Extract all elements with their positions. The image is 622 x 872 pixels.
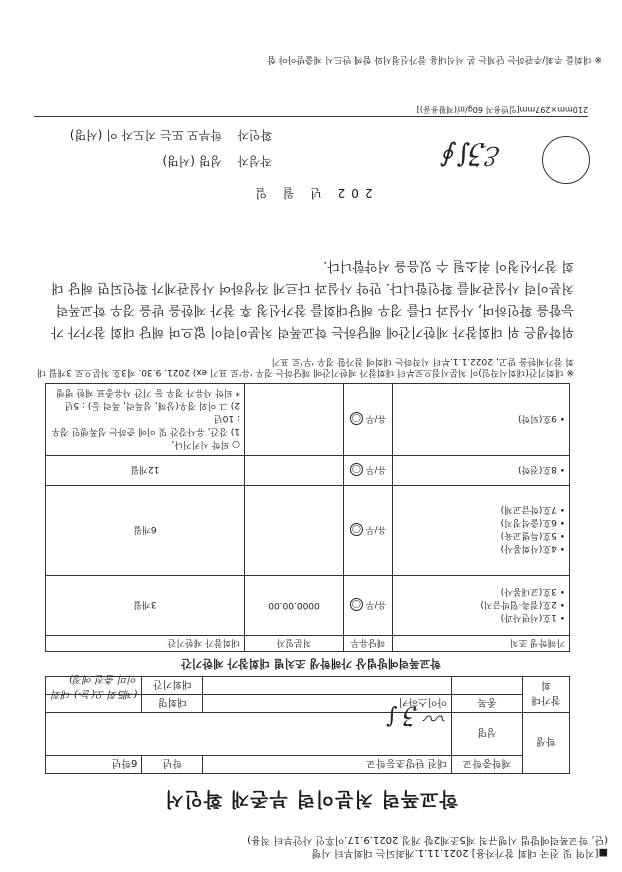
col-header-limit: 대회참가 제한기간 [46, 636, 245, 652]
sport-value: 아이스하키 [203, 695, 452, 713]
period-limit-table [45, 383, 570, 652]
yn-row4 [344, 384, 393, 456]
student-event-info-table [45, 673, 570, 774]
circle-mark-icon: ◯ [350, 464, 363, 477]
yn-row1 [344, 576, 393, 636]
sport-label: 종목 [452, 695, 523, 713]
yn-row1-text: 유/무 [365, 599, 387, 610]
confirmer-text: 학부모 또는 지도자 이 (서명) [69, 128, 222, 142]
limit-row2: 6개월 [46, 486, 245, 576]
writer-label: 작성자 [237, 154, 272, 168]
date-row3 [245, 456, 344, 486]
limit-row1: 3개월 [46, 576, 245, 636]
writer-line [162, 153, 272, 168]
footer-note: ※ 대회를 주최/주관하는 단체는 본 서식내용 참가신청서와 함께 반드시 제출받아야 함 [267, 54, 602, 64]
measure-row2: • 4호(사회봉사) • 5호(특별교육) • 6호(출석정지) • 7호(학급교체) [393, 486, 570, 576]
yn-row3-text: 유/무 [365, 464, 387, 475]
limit-row3: 12개월 [46, 456, 245, 486]
header-note-line1: ■[지역 및 전국 대회 참가자용] 2021.11.1.개최되는 대회부터 시행 [311, 847, 608, 858]
grade-value: 6학년 [46, 756, 142, 774]
blank-value [203, 677, 452, 695]
date-row1: 0000.00.00 [245, 576, 344, 636]
measure-row4: • 9호(퇴학) [393, 384, 570, 456]
circle-mark-icon: ◯ [350, 599, 363, 612]
yn-row3 [344, 456, 393, 486]
note-text: ※ 대회기간(대회시작일)이 처분시점으로부터 대회참가 제한기간에 해당하는 경우 '유'로 표기 ex) 2021. 9.30. 제3호 처분으로 3개월 대회 참가제한을 받고, 2022.1.1.부터 시작하는 대회에 참가할 경우 '무'로 표기 [37, 355, 574, 377]
yn-row2-text: 유/무 [365, 524, 387, 535]
circle-mark-icon: ◯ [350, 413, 363, 426]
event-name-value [46, 673, 142, 713]
school-label: 재학중학교 [452, 756, 523, 774]
blank-label [452, 677, 523, 695]
confirmer-line [70, 127, 272, 142]
yn-row4-text: 유/무 [365, 413, 387, 424]
name-value [46, 704, 452, 756]
event-name-label: 대회명 [142, 695, 203, 713]
header-note-line2: (단, 학교폭력예방법 시행규칙 제5조제2항 개정 2021.9.17.이후인 사안부터 적용) [247, 834, 608, 846]
event-section-header: 참가대회 [523, 677, 570, 713]
handwritten-name-signature: 〰 ℨ ∫ [385, 704, 447, 729]
limit-row4: ○ 퇴학 시키거나, 1) 강간, 유사강간 및 이에 준하는 성폭행인 경우 : 10년 2) 그 이외 경우(상해, 성폭력, 폭력 등) : 5년 * 퇴학 사유가 경우 동 기간 사유종료 제한 병행 [46, 384, 245, 456]
paper-spec: 210mm×297mm[일반용지 60g/㎡(재활용품)] [416, 105, 588, 114]
name-label: 성명 [452, 713, 523, 756]
measure-row3: • 8호(전학) [393, 456, 570, 486]
date-row4 [245, 384, 344, 456]
date-row2 [245, 486, 344, 576]
header-note [12, 833, 608, 858]
student-section-header: 학생 [523, 713, 570, 774]
writer-signature: ℰℨ∫∮ [443, 140, 502, 170]
pledge-paragraph: 위학생은 위 대회참가 제한기간에 해당하는 학교폭력 처분이력이 없으며 해당 대회 참가가 가능함을 확인하며, 사실과 다를 경우 해당대회를 참가신청 후 참가 제한을 받을 경우 학교폭력 처분이력 사실관계를 확인합니다. 만약 사실과 다르게 작성하여 사실관계가 확인되면 해당 대회 참가신청이 취소될 수 있음을 서약합니다. [51, 257, 574, 339]
col-header-measure: 가해학생 조치 [393, 636, 570, 652]
date-line: 202 년 월 일 [249, 186, 373, 200]
divider [34, 116, 588, 117]
event-period-label: 대회기간 [142, 677, 203, 695]
school-value: 대전 탄방초등학교 [203, 756, 452, 774]
event-name-handwritten: (제5회 오(늘-) 대회 이미 출전 예정) [51, 673, 138, 700]
page-title: 학교폭력 처분이력 부존재 확인서 [164, 788, 458, 810]
period-table-caption: 학교폭력예방법상 가해학생 조치별 대회참가 제한기간 [181, 657, 441, 670]
measure-row1: • 1호(서면사과) • 2호(접촉·협박금지) • 3호(교내봉사) [393, 576, 570, 636]
writer-name: 성명 (서명) [162, 154, 222, 168]
yn-row2 [344, 486, 393, 576]
seal-stamp [542, 136, 590, 184]
confirmer-label: 확인자 [237, 128, 272, 142]
col-header-yn: 해당유무 [344, 636, 393, 652]
grade-label: 학년 [142, 756, 203, 774]
circle-mark-icon: ◯ [350, 524, 363, 537]
col-header-date: 처분일자 [245, 636, 344, 652]
